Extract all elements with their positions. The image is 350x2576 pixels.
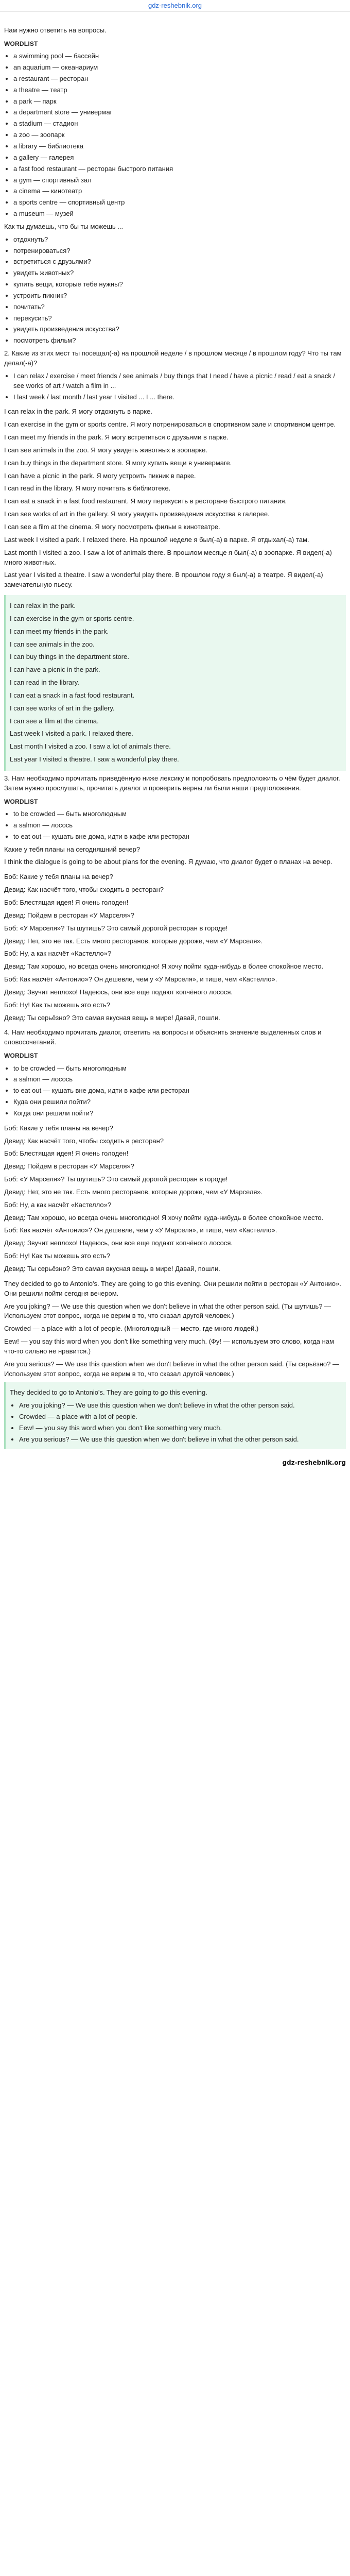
wordlist [4,52,346,219]
page-content [0,26,350,1467]
answer-line: I can eat a snack in a fast food restaurant. Я могу перекусить в ресторане быстрого питания. [4,497,287,505]
wordlist3 [4,1064,346,1118]
green-final-list [10,1401,342,1444]
final-en-4: Eew! — you say this word when you don't like something very much. (Фу! — используем это слово, когда нам что-то сильно не нравится.) [4,1337,334,1355]
wordlist3-title: WORDLIST [4,1052,38,1060]
wordlist2-title: WORDLIST [4,798,38,805]
wordlist3-item: • Куда они решили пойти? [13,1097,346,1107]
final-en-5: Are you serious? — We use this question when we don't believe in what the other person said. (Ты серьёзно? — Используем этот вопрос, когда не верим в то, что сказал другой человек.) [4,1360,339,1378]
green-final [4,1382,346,1449]
final-en-2: Are you joking? — We use this question when we don't believe in what the other person said. (Ты шутишь? — Используем этот вопрос, когда не верим в то, что сказал другой человек.) [4,1302,331,1320]
green-line: I can exercise in the gym or sports centre. [10,614,134,622]
dialogue-line: Девид: Там хорошо, но всегда очень многолюдно! Я хочу пойти куда-нибудь в более спокойное место. [4,962,324,971]
wordlist-item: • a cinema — кинотеатр [13,187,346,196]
dialogue-line: Девид: Ты серьёзно? Это самая вкусная вещь в мире! Давай, пошли. [4,1013,220,1022]
dialogue2-line: Боб: Ну! Как ты можешь это есть? [4,1252,111,1260]
answer-line: I can meet my friends in the park. Я могу встретиться с друзьями в парке. [4,433,229,442]
answer-line: I can see a film at the cinema. Я могу посмотреть фильм в кинотеатре. [4,522,220,531]
green-line: I can have a picnic in the park. [10,666,100,674]
final-en-3: Crowded — a place with a lot of people. (Многолюдный — место, где много людей.) [4,1325,259,1333]
wordlist3-item: • to be crowded — быть многолюдным [13,1064,346,1074]
wordlist3-item: • Когда они решили пойти? [13,1109,346,1118]
green-line: I can see a film at the cinema. [10,717,99,725]
green-line: I can see works of art in the gallery. [10,704,115,712]
green-line: Last year I visited a theatre. I saw a wonderful play there. [10,755,179,764]
green-line: I can relax in the park. [10,602,76,610]
wordlist-item: • a gallery — галерея [13,153,346,163]
green-line: I can meet my friends in the park. [10,627,109,635]
wordlist-item: • a fast food restaurant — ресторан быстрого питания [13,164,346,174]
questions-ru [4,235,346,346]
wordlist3-item: • a salmon — лосось [13,1075,346,1084]
plans-question: Какие у тебя планы на сегодняшний вечер? [4,845,141,853]
intro-text: Нам нужно ответить на вопросы. [4,26,107,34]
answer-line: I can read in the library. Я могу почитать в библиотеке. [4,484,171,493]
question-item: • встретиться с друзьями? [13,257,346,267]
wordlist-title: WORDLIST [4,40,38,47]
green-final-item: • Eew! — you say this word when you don't like something very much. [19,1423,342,1433]
wordlist3-item: • to eat out — кушать вне дома, идти в кафе или ресторан [13,1086,346,1096]
answers-block [4,407,346,590]
wordlist2 [4,809,346,842]
green-final-item: • Crowded — a place with a lot of people. [19,1412,342,1422]
answer-line: Last year I visited a theatre. I saw a wonderful play there. В прошлом году я был(-а) в театре. Я видел(-а) замечательную пьесу. [4,571,323,589]
green-line: I can buy things in the department store. [10,653,129,661]
dialogue2-line: Боб: «У Марселя»? Ты шутишь? Это самый дорогой ресторан в городе! [4,1175,228,1183]
task2-hint-1: • I can relax / exercise / meet friends / see animals / buy things that I need / have a picnic / read / eat a snack / see works of art / watch a film in ... [13,371,346,391]
green-final-item: • Are you joking? — We use this question when we don't believe in what the other person said. [19,1401,342,1411]
green-line: I can see animals in the zoo. [10,640,95,648]
task2-hint-2: • I last week / last month / last year I visited ... I ... there. [13,393,346,402]
dialogue2-line: Девид: Как насчёт того, чтобы сходить в ресторан? [4,1137,164,1145]
dialogue2-line: Боб: Как насчёт «Антонио»? Он дешевле, чем у «У Марселя», и тише, чем «Кастелло». [4,1226,277,1234]
question-item: • увидеть произведения искусства? [13,325,346,334]
dialogue-ru [4,872,346,1023]
task4-ru: 4. Нам необходимо прочитать диалог, ответить на вопросы и объяснить значение выделенных слов и словосочетаний. [4,1028,322,1046]
question-item: • купить вещи, которые тебе нужны? [13,280,346,290]
wordlist-item: • an aquarium — океанариум [13,63,346,73]
dialogue-line: Боб: Какие у тебя планы на вечер? [4,873,113,881]
dialogue-line: Боб: Ну! Как ты можешь это есть? [4,1001,111,1009]
wordlist-item: • a park — парк [13,97,346,107]
question-item: • перекусить? [13,314,346,324]
dialogue-line: Девид: Нет, это не так. Есть много ресторанов, которые дороже, чем «У Марселя». [4,937,263,945]
green-line: Last month I visited a zoo. I saw a lot of animals there. [10,742,171,751]
wordlist-item: • a gym — спортивный зал [13,176,346,185]
question-item: • устроить пикник? [13,291,346,301]
dialogue-ru-2 [4,1124,346,1274]
answer-line: Last week I visited a park. I relaxed there. На прошлой неделе я был(-а) в парке. Я отдыхал(-а) там. [4,535,309,544]
answer-line: I can see works of art in the gallery. Я могу увидеть произведения искусства в галерее. [4,510,270,518]
green-line: Last week I visited a park. I relaxed there. [10,730,133,738]
wordlist-item: • a library — библиотека [13,142,346,151]
top-divider [0,11,350,12]
top-site-link[interactable] [0,0,350,11]
wordlist-item: • a department store — универмаг [13,108,346,117]
dialogue2-line: Девид: Там хорошо, но всегда очень многолюдно! Я хочу пойти куда-нибудь в более спокойное место. [4,1213,324,1222]
wordlist-item: • a swimming pool — бассейн [13,52,346,61]
site-title[interactable]: gdz-reshebnik.org [148,1,202,9]
question-item: • увидеть животных? [13,268,346,278]
wordlist2-item: • a salmon — лосось [13,821,346,831]
answer-line: I can see animals in the zoo. Я могу увидеть животных в зоопарке. [4,446,208,454]
dialogue-line: Боб: Блестящая идея! Я очень голоден! [4,899,129,906]
dialogue-line: Девид: Пойдем в ресторан «У Марселя»? [4,911,134,919]
answer-line: I can relax in the park. Я могу отдохнуть в парке. [4,408,152,416]
ask-title: Как ты думаешь, что бы ты можешь ... [4,222,124,230]
dialogue2-line: Девид: Ты серьёзно? Это самая вкусная вещь в мире! Давай, пошли. [4,1265,220,1273]
answer-line: I can buy things in the department store. Я могу купить вещи в универмаге. [4,459,232,467]
guess-en: I think the dialogue is going to be about plans for the evening. Я думаю, что диалог будет о планах на вечер. [4,858,332,866]
dialogue-line: Девид: Звучит неплохо! Надеюсь, они все еще подают копчёного лосося. [4,988,233,996]
question-item: • потренироваться? [13,246,346,256]
dialogue-line: Боб: Как насчёт «Антонио»? Он дешевле, чем у «У Марселя», и тише, чем «Кастелло». [4,975,277,984]
green-final-item: • Are you serious? — We use this question when we don't believe in what the other person said. [19,1435,342,1445]
question-item: • отдохнуть? [13,235,346,245]
question-item: • почитать? [13,302,346,312]
green-answers-1 [4,595,346,771]
wordlist-item: • a stadium — стадион [13,119,346,129]
wordlist-item: • a museum — музей [13,209,346,219]
task3-ru: 3. Нам необходимо прочитать приведённую ниже лексику и попробовать предположить о чём будет диалог. Затем нужно прослушать, прочитать диалог и проверить верны ли были наши предположения. [4,774,340,792]
dialogue2-line: Девид: Пойдем в ресторан «У Марселя»? [4,1162,134,1171]
wordlist-item: • a zoo — зоопарк [13,130,346,140]
dialogue2-line: Боб: Ну, а как насчёт «Кастелло»? [4,1200,112,1209]
dialogue-line: Боб: «У Марселя»? Ты шутишь? Это самый дорогой ресторан в городе! [4,924,228,932]
wordlist-item: • a restaurant — ресторан [13,74,346,84]
watermark-text: gdz-reshebnik.org [282,1459,346,1466]
green-line: I can eat a snack in a fast food restaurant. [10,691,135,699]
dialogue-line: Боб: Ну, а как насчёт «Кастелло»? [4,950,112,958]
task2-ru: 2. Какие из этих мест ты посещал(-а) на прошлой неделе / в прошлом месяце / в прошлом году? Что ты там делал(-а)? [4,349,342,367]
final-en-1: They decided to go to Antonio's. They are going to go this evening. Они решили пойти в ресторан «У Антонио». Они решили пойти сегодня вечером. [4,1279,341,1297]
dialogue2-line: Девид: Нет, это не так. Есть много ресторанов, которые дороже, чем «У Марселя». [4,1188,263,1196]
green-final-line: They decided to go to Antonio's. They are going to go this evening. [10,1388,207,1397]
dialogue2-line: Боб: Блестящая идея! Я очень голоден! [4,1149,129,1158]
dialogue2-line: Девид: Звучит неплохо! Надеюсь, они все еще подают копчёного лосося. [4,1239,233,1247]
dialogue2-line: Боб: Какие у тебя планы на вечер? [4,1124,113,1132]
green-line: I can read in the library. [10,679,79,687]
wordlist-item: • a theatre — театр [13,86,346,95]
answer-line: I can exercise in the gym or sports centre. Я могу потренироваться в спортивном зале и спортивном центре. [4,420,336,429]
question-item: • посмотреть фильм? [13,336,346,346]
answer-line: Last month I visited a zoo. I saw a lot of animals there. В прошлом месяце я был(-а) в зоопарке. Я видел(-а) много животных. [4,548,332,566]
wordlist-item: • a sports centre — спортивный центр [13,198,346,208]
task2-hints [4,371,346,402]
dialogue-line: Девид: Как насчёт того, чтобы сходить в ресторан? [4,886,164,894]
wordlist2-item: • to be crowded — быть многолюдным [13,809,346,819]
answer-line: I can have a picnic in the park. Я могу устроить пикник в парке. [4,471,196,480]
wordlist2-item: • to eat out — кушать вне дома, идти в кафе или ресторан [13,832,346,842]
